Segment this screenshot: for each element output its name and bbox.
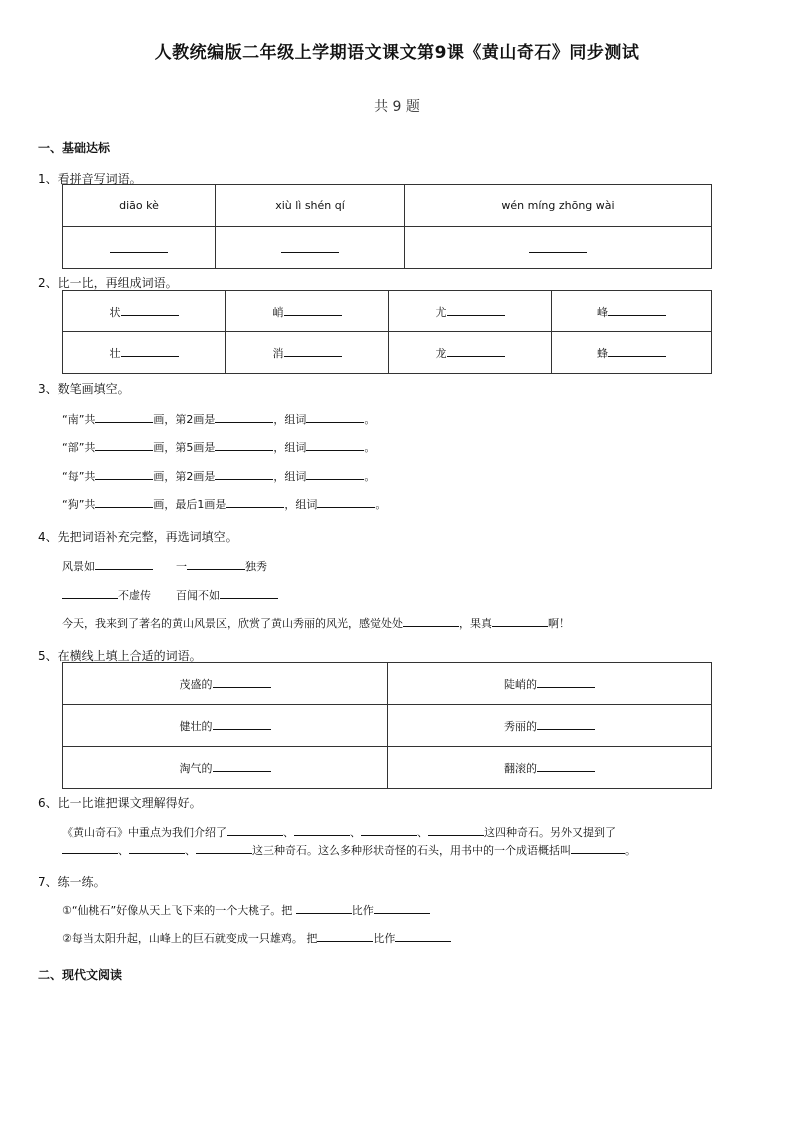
q4-text: 风景如: [62, 560, 95, 573]
q3-text: 。: [364, 470, 376, 483]
answer-blank[interactable]: [226, 495, 284, 508]
q4-text: 独秀: [245, 560, 267, 573]
q3-text: ，组词: [284, 498, 318, 511]
q7-text: 比作: [373, 932, 396, 945]
q2-char: 蜂: [597, 347, 608, 360]
answer-blank[interactable]: [294, 823, 350, 836]
q2-table: [62, 290, 712, 374]
q2-cell: [389, 332, 552, 374]
q4-idiom: [62, 586, 151, 603]
answer-blank[interactable]: [215, 410, 273, 423]
q7-line: [62, 929, 451, 946]
q3-line: [62, 495, 386, 512]
question-count: 共 9 题: [374, 99, 420, 115]
answer-blank[interactable]: [608, 303, 666, 316]
answer-blank[interactable]: [95, 495, 153, 508]
q2-heading: 2、比一比，再组成词语。: [38, 276, 178, 290]
answer-blank[interactable]: [306, 467, 364, 480]
answer-blank[interactable]: [571, 841, 625, 854]
q6-text: 《黄山奇石》中重点为我们介绍了: [62, 826, 227, 839]
q4-text: 一: [176, 560, 187, 573]
q6-text: 。: [625, 844, 636, 857]
answer-blank[interactable]: [537, 717, 595, 730]
q6-text: 这四种奇石。另外又提到了: [484, 826, 616, 839]
q6-paragraph-line: [62, 841, 636, 858]
q4-idiom: [176, 586, 278, 603]
q6-text: 、: [417, 826, 428, 839]
q4-sentence: [62, 614, 570, 631]
q6-text: 、: [350, 826, 361, 839]
q4-text: 啊！: [548, 617, 570, 630]
q3-text: 。: [364, 441, 376, 454]
q7-text: 比作: [351, 904, 374, 917]
answer-blank[interactable]: [196, 841, 252, 854]
q1-pinyin-cell: wén míng zhōng wài: [405, 185, 712, 227]
answer-blank[interactable]: [492, 614, 548, 627]
answer-blank[interactable]: [129, 841, 185, 854]
q1-answer-cell: [405, 227, 712, 269]
q2-char: 壮: [109, 347, 121, 360]
q5-text: 健壮的: [179, 720, 213, 733]
q5-cell: [63, 747, 388, 789]
answer-blank[interactable]: [284, 303, 342, 316]
q5-cell: [388, 747, 712, 789]
answer-blank[interactable]: [95, 557, 153, 570]
page-title: 人教统编版二年级上学期语文课文第9课《黄山奇石》同步测试: [154, 43, 640, 63]
answer-blank[interactable]: [447, 344, 505, 357]
answer-blank[interactable]: [537, 759, 595, 772]
answer-blank[interactable]: [110, 240, 168, 253]
q3-text: “狗”共: [62, 498, 96, 511]
q3-text: ，组词: [273, 470, 307, 483]
answer-blank[interactable]: [215, 438, 273, 451]
answer-blank[interactable]: [213, 717, 271, 730]
q4-text: 不虚传: [118, 589, 151, 602]
q2-cell: [226, 332, 389, 374]
q1-answer-cell: [63, 227, 216, 269]
q6-heading: 6、比一比谁把课文理解得好。: [38, 796, 202, 810]
q2-cell: [63, 291, 226, 332]
q5-cell: [63, 663, 388, 705]
q5-text: 秀丽的: [504, 720, 537, 733]
answer-blank[interactable]: [95, 438, 153, 451]
q3-line: [62, 438, 375, 455]
q2-cell: [63, 332, 226, 374]
answer-blank[interactable]: [227, 823, 283, 836]
answer-blank[interactable]: [95, 410, 153, 423]
answer-blank[interactable]: [220, 586, 278, 599]
answer-blank[interactable]: [296, 901, 352, 914]
answer-blank[interactable]: [121, 344, 179, 357]
q2-cell: [226, 291, 389, 332]
section-basic: 一、基础达标: [38, 141, 111, 155]
q3-text: “每”共: [62, 470, 96, 483]
q3-text: 画，第5画是: [153, 441, 216, 454]
answer-blank[interactable]: [213, 759, 271, 772]
answer-blank[interactable]: [428, 823, 484, 836]
q4-idiom: [62, 557, 153, 574]
answer-blank[interactable]: [395, 929, 451, 942]
q6-text: 这三种奇石。这么多种形状奇怪的石头，用书中的一个成语概括叫: [252, 844, 571, 857]
q3-text: ，组词: [273, 413, 307, 426]
q7-heading: 7、练一练。: [38, 875, 106, 889]
answer-blank[interactable]: [62, 586, 118, 599]
q4-heading: 4、先把词语补充完整，再选词填空。: [38, 530, 238, 544]
q4-text: 今天，我来到了著名的黄山风景区，欣赏了黄山秀丽的风光，感觉处处: [62, 617, 403, 630]
q1-pinyin-cell: diāo kè: [63, 185, 216, 227]
answer-blank[interactable]: [317, 929, 373, 942]
answer-blank[interactable]: [317, 495, 375, 508]
q6-text: 、: [118, 844, 129, 857]
answer-blank[interactable]: [121, 303, 179, 316]
answer-blank[interactable]: [608, 344, 666, 357]
q2-cell: [389, 291, 552, 332]
q5-text: 淘气的: [179, 762, 213, 775]
q6-text: 、: [185, 844, 196, 857]
answer-blank[interactable]: [306, 438, 364, 451]
q3-text: 画，第2画是: [153, 470, 216, 483]
q2-char: 尤: [435, 305, 447, 319]
q5-cell: [388, 705, 712, 747]
q2-char: 消: [272, 347, 284, 360]
q5-text: 翻滚的: [504, 762, 537, 775]
q5-cell: [63, 705, 388, 747]
answer-blank[interactable]: [284, 344, 342, 357]
q4-idiom: [176, 557, 267, 574]
answer-blank[interactable]: [529, 240, 587, 253]
answer-blank[interactable]: [187, 557, 245, 570]
q2-char: 峰: [597, 305, 608, 319]
answer-blank[interactable]: [361, 823, 417, 836]
q2-char: 状: [109, 305, 121, 319]
q3-text: ，组词: [273, 441, 307, 454]
q2-char: 龙: [435, 347, 447, 360]
answer-blank[interactable]: [537, 675, 595, 688]
answer-blank[interactable]: [306, 410, 364, 423]
answer-blank[interactable]: [374, 901, 430, 914]
q4-text: 百闻不如: [176, 589, 220, 602]
answer-blank[interactable]: [403, 614, 459, 627]
section-reading: 二、现代文阅读: [38, 968, 123, 982]
q5-text: 茂盛的: [179, 678, 213, 691]
answer-blank[interactable]: [447, 303, 505, 316]
q5-table: [62, 662, 712, 789]
q7-line: [62, 901, 430, 918]
q3-heading: 3、数笔画填空。: [38, 382, 130, 396]
q2-char: 峭: [272, 305, 284, 319]
q2-cell: [552, 332, 712, 374]
answer-blank[interactable]: [281, 240, 339, 253]
q7-text: ①“仙桃石”好像从天上飞下来的一个大桃子。把: [62, 904, 293, 917]
answer-blank[interactable]: [62, 841, 118, 854]
q1-table: [62, 184, 712, 269]
answer-blank[interactable]: [213, 675, 271, 688]
q6-text: 、: [283, 826, 294, 839]
q3-text: “部”共: [62, 441, 96, 454]
q5-cell: [388, 663, 712, 705]
q3-text: 画，第2画是: [153, 413, 216, 426]
q1-heading: 1、看拼音写词语。: [38, 172, 142, 186]
q3-text: 。: [375, 498, 387, 511]
q3-line: [62, 410, 375, 427]
answer-blank[interactable]: [95, 467, 153, 480]
q1-answer-cell: [216, 227, 405, 269]
q2-cell: [552, 291, 712, 332]
q1-pinyin-cell: xiù lì shén qí: [216, 185, 405, 227]
q4-text: ，果真: [459, 617, 492, 630]
answer-blank[interactable]: [215, 467, 273, 480]
q6-paragraph-line: [62, 823, 616, 840]
q3-line: [62, 467, 375, 484]
q7-text: ②每当太阳升起，山峰上的巨石就变成一只雄鸡。 把: [62, 932, 318, 945]
q3-text: 。: [364, 413, 376, 426]
q5-heading: 5、在横线上填上合适的词语。: [38, 649, 202, 663]
q3-text: 画，最后1画是: [153, 498, 227, 511]
q3-text: “南”共: [62, 413, 96, 426]
q5-text: 陡峭的: [504, 678, 537, 691]
